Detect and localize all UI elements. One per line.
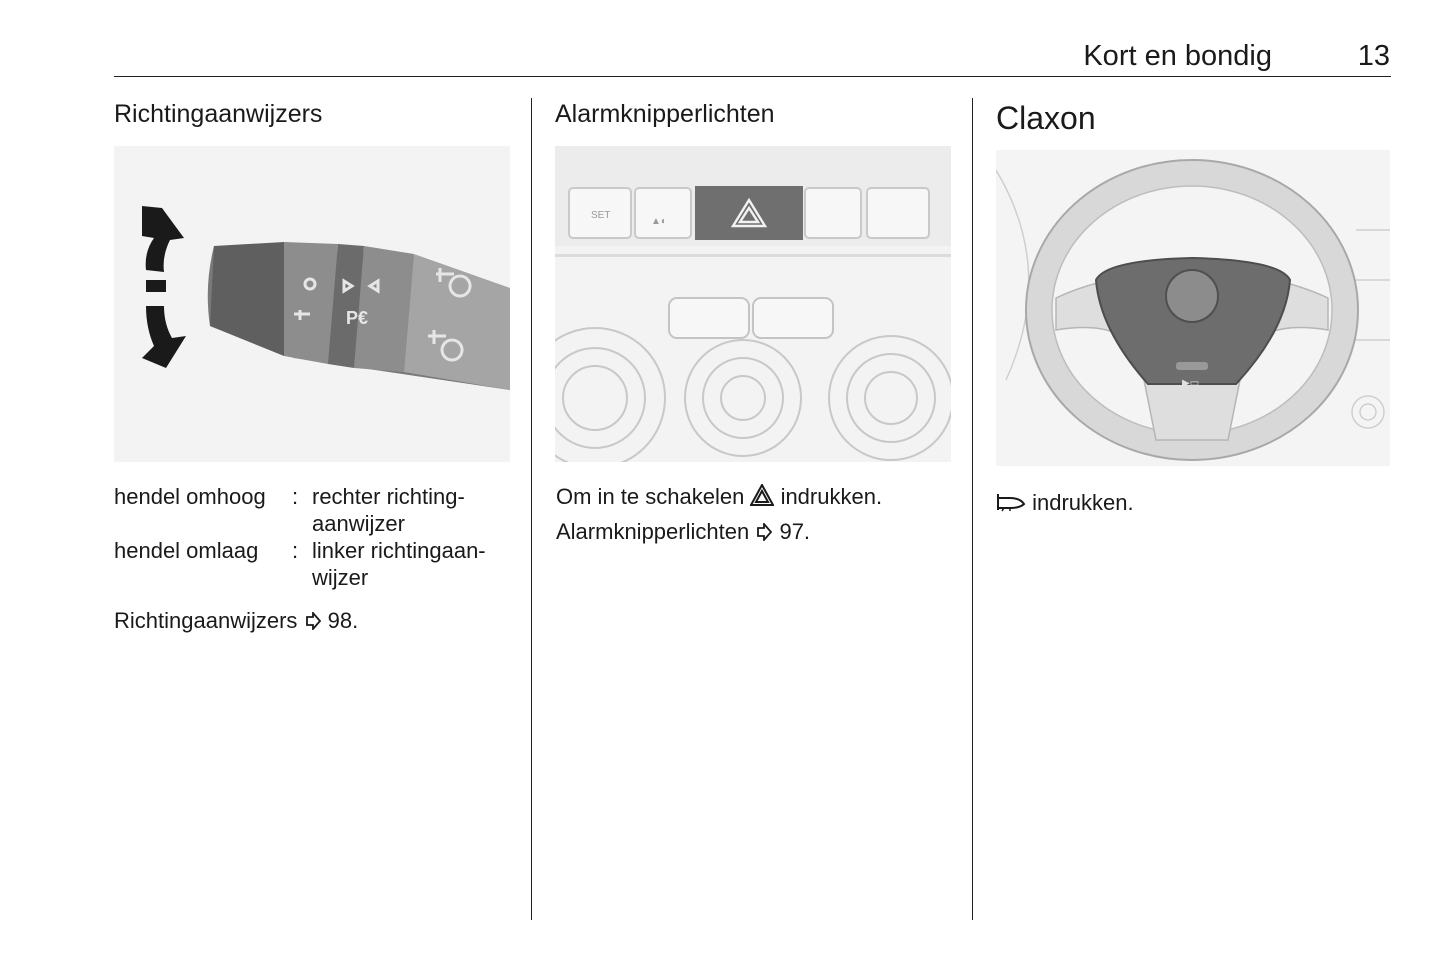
reference-label: Richtingaanwijzers — [114, 608, 298, 633]
turn-signal-lever-figure — [114, 146, 510, 462]
definition-value-line: linker richtingaan- — [312, 538, 486, 563]
instruction-text: indrukken. — [1032, 490, 1134, 515]
definition-term-lever-down: hendel omlaag — [114, 538, 259, 563]
steering-wheel-figure — [996, 150, 1390, 466]
definition-value-line: aanwijzer — [312, 511, 405, 536]
instruction-text: Om in te schakelen — [556, 484, 745, 509]
svg-text:SET: SET — [591, 210, 611, 221]
reference-page: 98. — [327, 608, 359, 633]
hazard-triangle-icon — [750, 484, 774, 512]
reference-arrow-icon — [755, 520, 773, 547]
svg-text:P€: P€ — [346, 308, 369, 328]
reference-label: Alarmknipperlichten — [556, 519, 750, 544]
section-heading-horn: Claxon — [996, 100, 1096, 136]
cross-reference-turn-signals[interactable] — [114, 607, 358, 636]
reference-arrow-icon — [304, 609, 322, 636]
cross-reference-hazard-lights[interactable] — [556, 518, 810, 547]
definition-separator: : — [292, 484, 299, 509]
section-heading-hazard-lights: Alarmknipperlichten — [555, 100, 775, 128]
horn-instruction — [996, 489, 1134, 518]
svg-text:▶▭: ▶▭ — [1182, 378, 1200, 389]
definition-value-lever-up — [312, 483, 512, 537]
instruction-text: indrukken. — [780, 484, 883, 509]
definition-value-line: wijzer — [312, 565, 369, 590]
definition-value-lever-down — [312, 537, 512, 591]
definition-value-line: rechter richting- — [312, 484, 465, 509]
reference-page: 97. — [779, 519, 811, 544]
column-divider-left — [531, 98, 532, 920]
page-number: 13 — [1357, 40, 1390, 72]
hazard-instruction — [556, 483, 882, 512]
svg-text:▲◐: ▲◐ — [651, 216, 667, 227]
definition-term-lever-up: hendel omhoog — [114, 484, 266, 509]
hazard-switch-figure — [555, 146, 951, 462]
section-heading-turn-signals: Richtingaanwijzers — [114, 100, 323, 128]
header-rule — [114, 76, 1391, 77]
horn-icon — [996, 491, 1026, 518]
definition-separator: : — [292, 538, 299, 563]
running-header-title: Kort en bondig — [1083, 40, 1272, 72]
column-divider-right — [972, 98, 973, 920]
